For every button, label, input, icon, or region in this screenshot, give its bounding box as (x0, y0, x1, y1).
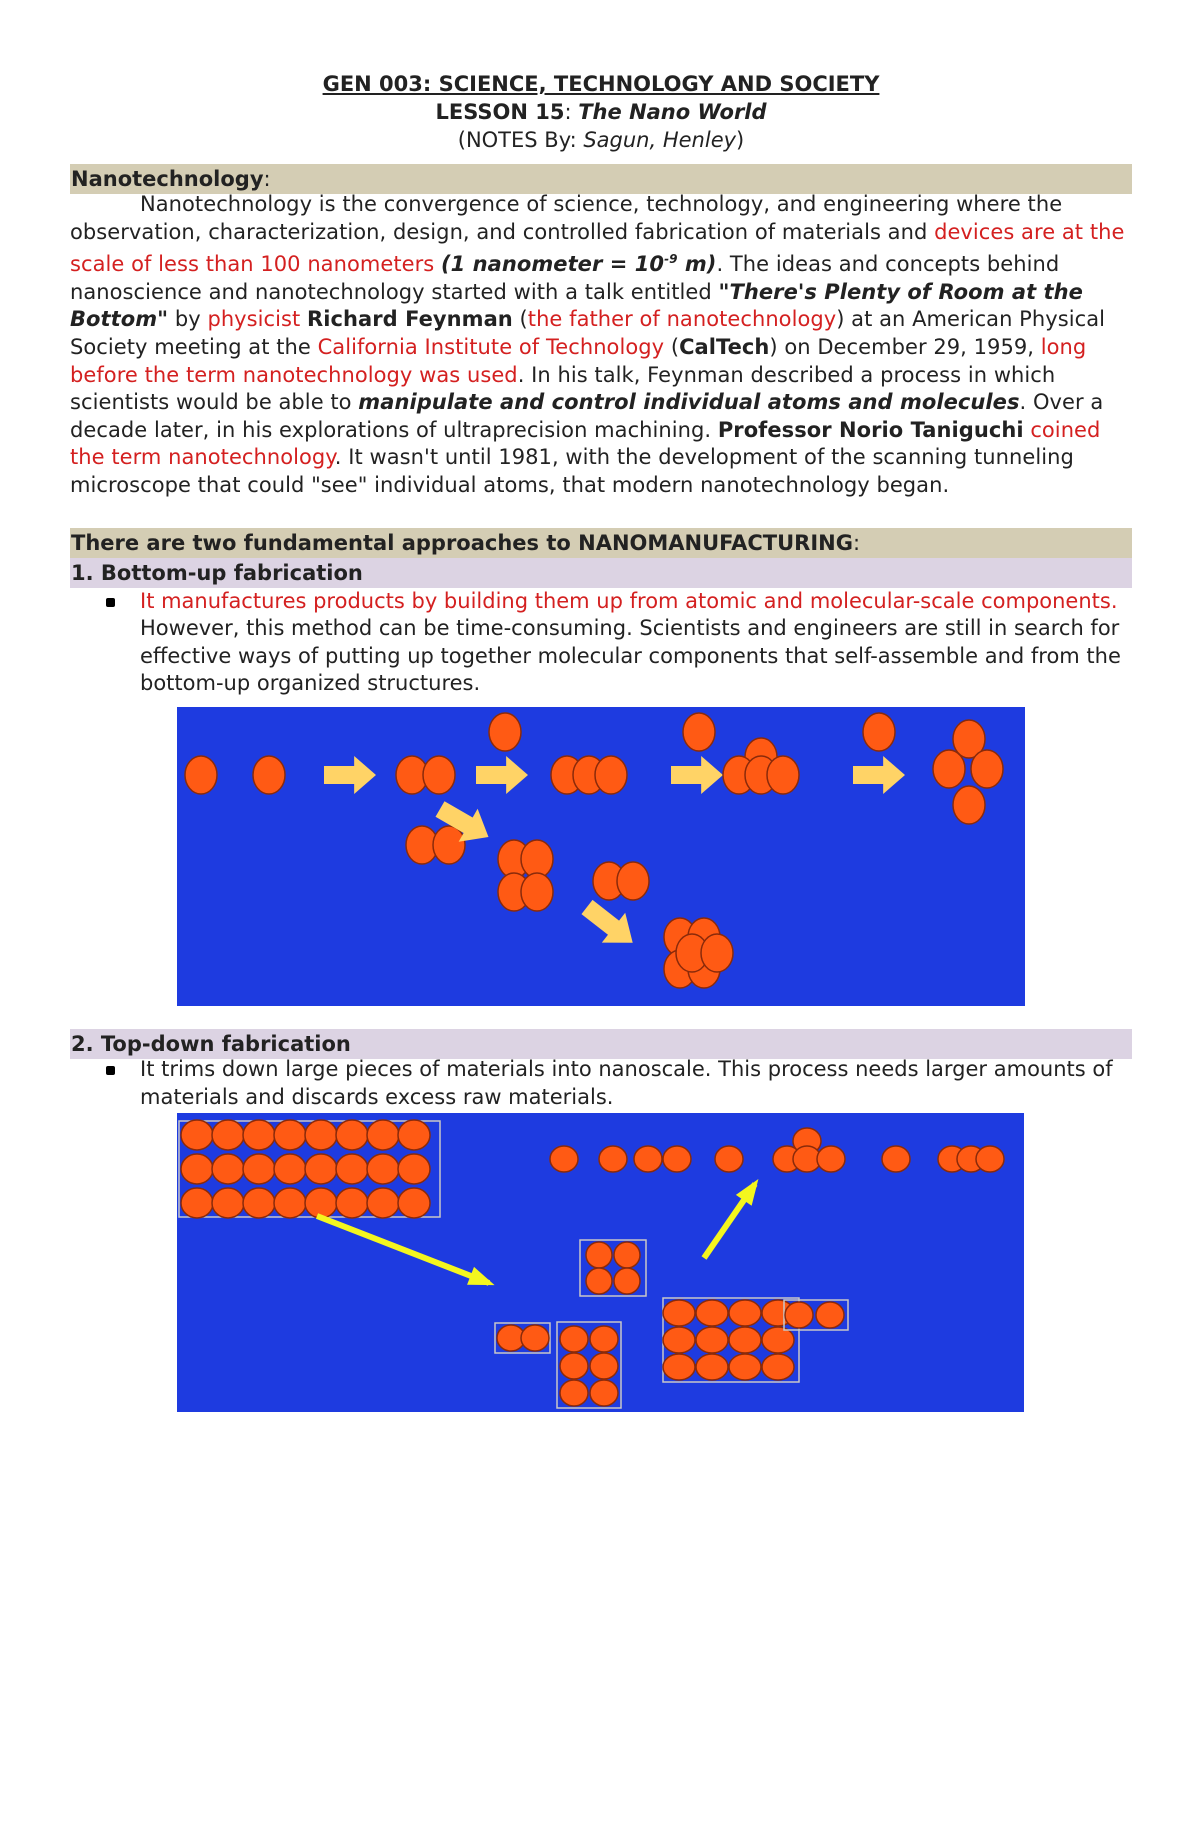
atom-icon (398, 1188, 430, 1218)
bottom-up-list (70, 588, 1132, 698)
atom-icon (586, 1268, 612, 1294)
atom-icon (212, 1120, 244, 1150)
atom-icon (590, 1380, 618, 1406)
course-title: GEN 003: SCIENCE, TECHNOLOGY AND SOCIETY (322, 72, 880, 96)
section2-heading-colon: : (852, 530, 861, 555)
notes-suffix: ) (736, 128, 745, 152)
atom-icon (817, 1146, 845, 1172)
atom-icon (274, 1154, 306, 1184)
atom-icon (423, 756, 455, 794)
atom-icon (398, 1154, 430, 1184)
section2-heading-text: There are two fundamental approaches to NANOMANUFACTURING (71, 530, 853, 555)
atom-icon (560, 1353, 588, 1379)
section-heading-nanomanufacturing (70, 528, 1132, 558)
bottom-up-figure (177, 707, 1025, 1006)
arrow-icon (317, 1216, 495, 1285)
notes-author: Sagun, Henley (583, 128, 737, 152)
atom-icon (971, 750, 1003, 788)
atom-icon (663, 1327, 695, 1353)
atom-icon (590, 1326, 618, 1352)
atom-icon (696, 1300, 728, 1326)
bottom-up-heading: 1. Bottom-up fabrication (70, 558, 1132, 588)
atom-icon (336, 1188, 368, 1218)
lesson-label: LESSON 15 (435, 100, 565, 124)
atom-icon (933, 750, 965, 788)
notes-prefix: (NOTES By: (457, 128, 584, 152)
atom-icon (489, 713, 521, 751)
arrow-icon (324, 756, 376, 794)
atom-icon (663, 1354, 695, 1380)
atom-icon (634, 1146, 662, 1172)
atom-icon (762, 1354, 794, 1380)
atom-icon (212, 1154, 244, 1184)
lesson-sep: : (564, 100, 579, 124)
lesson-line (70, 98, 1132, 126)
atom-icon (521, 873, 553, 911)
atom-icon (614, 1242, 640, 1268)
atom-icon (863, 713, 895, 751)
atom-icon (729, 1300, 761, 1326)
atom-icon (560, 1380, 588, 1406)
atom-icon (767, 756, 799, 794)
atom-icon (785, 1302, 813, 1328)
top-down-diagram (177, 1113, 1024, 1412)
atom-icon (305, 1120, 337, 1150)
arrow-icon (704, 1179, 758, 1258)
atom-icon (550, 1146, 578, 1172)
atom-icon (367, 1120, 399, 1150)
atom-icon (599, 1146, 627, 1172)
atom-icon (663, 1146, 691, 1172)
atom-icon (560, 1326, 588, 1352)
atom-icon (243, 1154, 275, 1184)
atom-icon (181, 1120, 213, 1150)
atom-icon (181, 1154, 213, 1184)
atom-icon (305, 1154, 337, 1184)
section-heading-text: Nanotechnology (71, 167, 264, 191)
atom-icon (701, 934, 733, 972)
top-down-figure (177, 1113, 1024, 1412)
notes-line (70, 126, 1132, 154)
top-down-heading: 2. Top-down fabrication (70, 1029, 1132, 1059)
atom-icon (696, 1327, 728, 1353)
atom-icon (729, 1354, 761, 1380)
atom-icon (185, 756, 217, 794)
atom-icon (696, 1354, 728, 1380)
atom-icon (433, 826, 465, 864)
atom-icon (715, 1146, 743, 1172)
bottom-up-bullet: It manufactures products by building them up from atomic and molecular-scale components. However, this method can be time-consuming. Scientists and engineers are still in search for effective ways of putting up together molecular components that self-assemble and from the bottom-up organized structures. (140, 588, 1132, 698)
atom-icon (243, 1120, 275, 1150)
arrow-icon (671, 756, 723, 794)
atom-icon (953, 786, 985, 824)
top-down-list (70, 1056, 1132, 1111)
section-heading-colon: : (263, 167, 271, 191)
atom-icon (976, 1146, 1004, 1172)
atom-icon (882, 1146, 910, 1172)
bottom-up-diagram (177, 707, 1025, 1006)
section-heading-nanotechnology (70, 164, 1132, 194)
atom-icon (181, 1188, 213, 1218)
atom-icon (212, 1188, 244, 1218)
atom-icon (398, 1120, 430, 1150)
atom-icon (521, 1325, 549, 1351)
atom-icon (729, 1327, 761, 1353)
arrow-icon (476, 756, 528, 794)
document-page (70, 0, 1132, 1109)
atom-icon (617, 862, 649, 900)
atom-icon (683, 713, 715, 751)
atom-icon (614, 1268, 640, 1294)
atom-icon (274, 1188, 306, 1218)
atom-icon (253, 756, 285, 794)
atom-icon (367, 1154, 399, 1184)
atom-icon (663, 1300, 695, 1326)
atom-icon (762, 1327, 794, 1353)
arrow-icon (853, 756, 905, 794)
nanotechnology-paragraph: Nanotechnology is the convergence of science, technology, and engineering where the observation, characterization, design, and controlled fabrication of materials and devices are at the scale of less than 100 nanometers (1 nanometer = $10^{-9}$ m). The ideas and concepts behind nanoscience and nanotechnology started with a talk entitled "There's Plenty of Room at the Bottom" by physicist Richard Feynman (the father of nanotechnology) at an American Physical Society meeting at the California Institute of Technology (CalTech) on December 29, 1959, long before the term nanotechnology was used. In his talk, Feynman described a process in which scientists would be able to manipulate and control individual atoms and molecules. Over a decade later, in his explorations of ultraprecision machining. Professor Norio Taniguchi coined the term nanotechnology. It wasn't until 1981, with the development of the scanning tunneling microscope that could "see" individual atoms, that modern nanotechnology began. (70, 192, 1125, 497)
atom-icon (336, 1154, 368, 1184)
atom-icon (274, 1120, 306, 1150)
atom-icon (595, 756, 627, 794)
atom-icon (586, 1242, 612, 1268)
arrow-icon (575, 892, 644, 958)
top-down-bullet: It trims down large pieces of materials into nanoscale. This process needs larger amounts of materials and discards excess raw materials. (140, 1056, 1132, 1111)
atom-icon (243, 1188, 275, 1218)
atom-icon (590, 1353, 618, 1379)
atom-icon (336, 1120, 368, 1150)
atom-icon (816, 1302, 844, 1328)
lesson-title: The Nano World (578, 100, 767, 124)
document-header (70, 70, 1132, 154)
atom-icon (367, 1188, 399, 1218)
atom-icon (305, 1188, 337, 1218)
